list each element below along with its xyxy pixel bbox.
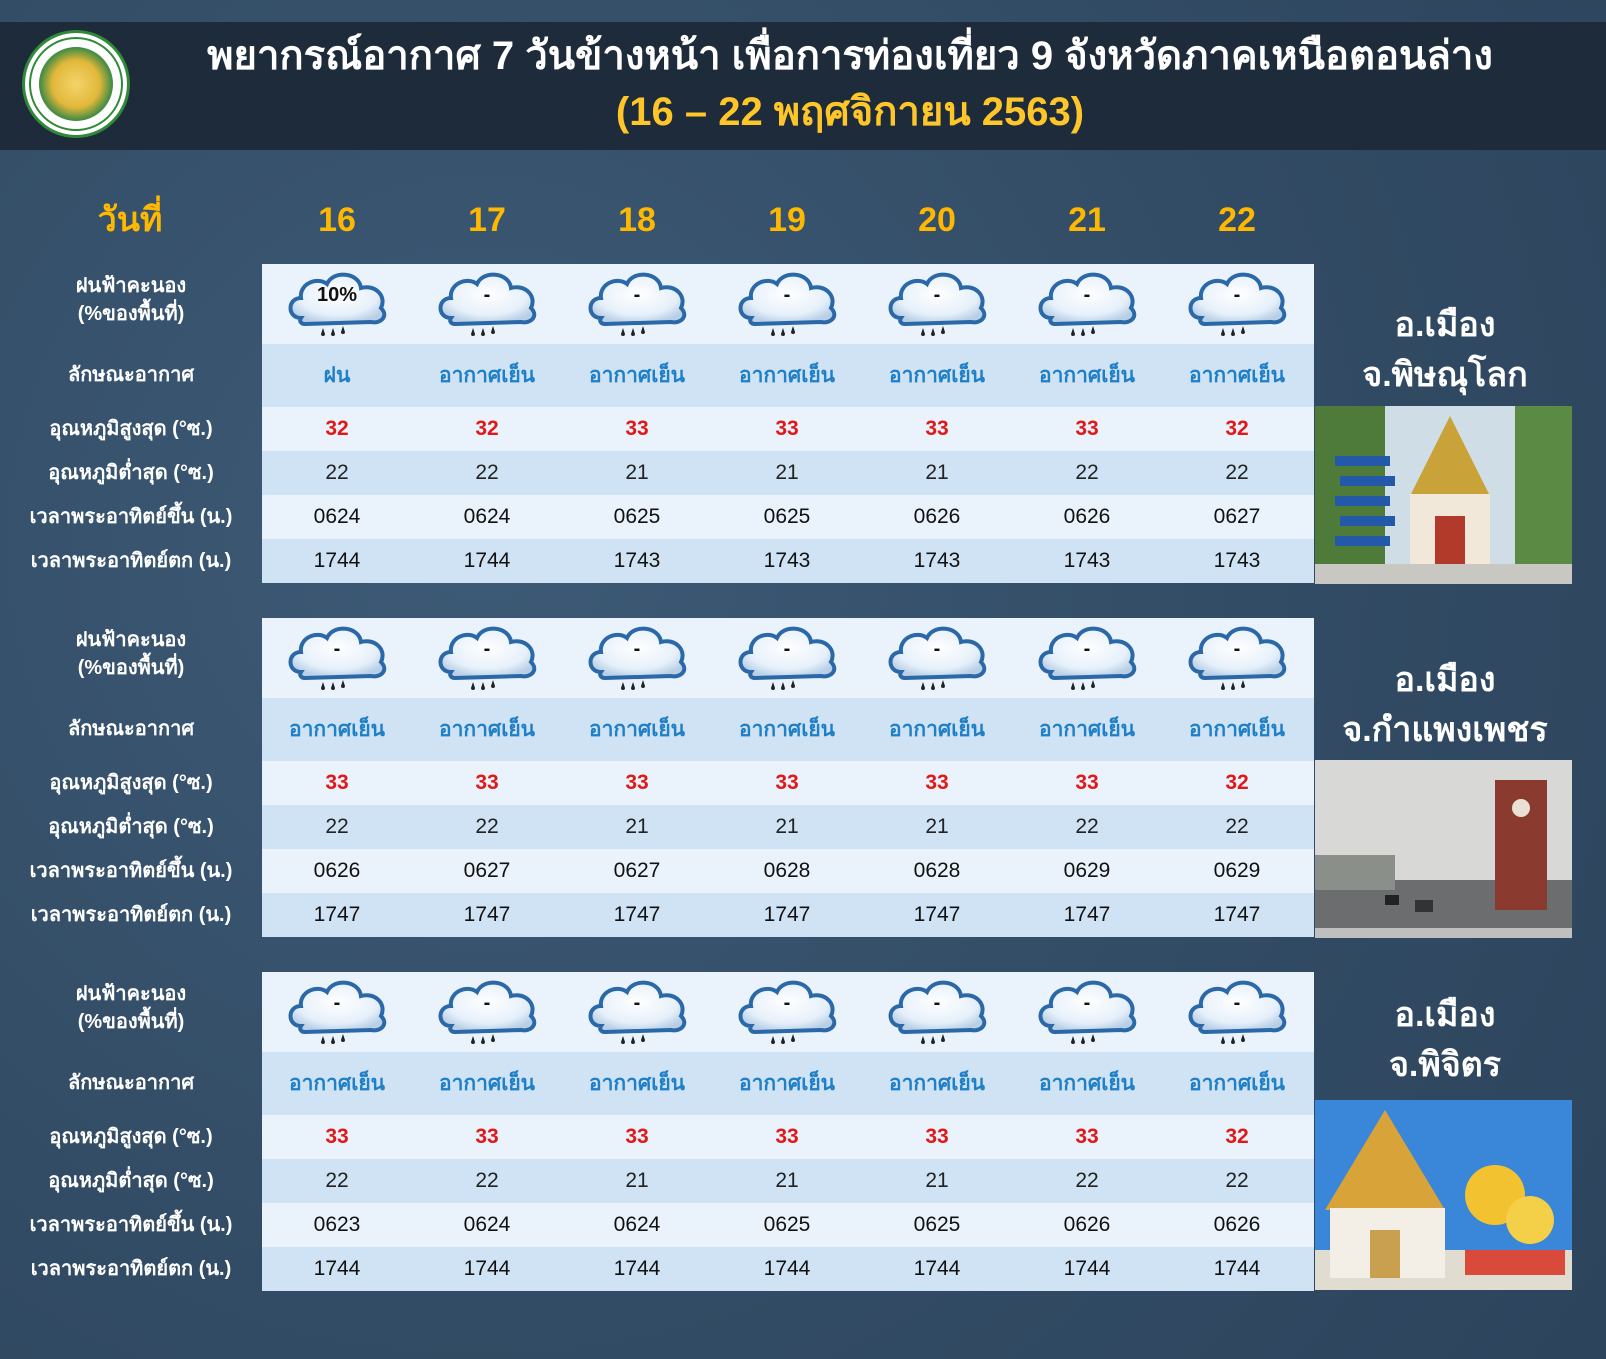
- tmin-cell: 22: [1225, 1169, 1249, 1192]
- sunrise-row-label: เวลาพระอาทิตย์ขึ้น (น.): [29, 860, 233, 882]
- rain-percent: -: [933, 992, 941, 1014]
- condition-cell: อากาศเย็น: [888, 718, 986, 741]
- rain-percent: -: [1083, 284, 1091, 306]
- sunrise-cell: 0626: [1063, 1213, 1111, 1236]
- tmin-row-label: อุณหภูมิต่ำสุด (°ซ.): [48, 462, 214, 484]
- rain-percent: -: [1233, 992, 1241, 1014]
- tmin-cell: 22: [1075, 815, 1099, 838]
- tmin-cell: 22: [475, 815, 499, 838]
- rain-percent: -: [933, 284, 941, 306]
- tmin-cell: 21: [625, 1169, 649, 1192]
- rain-percent: -: [483, 992, 491, 1014]
- sunset-cell: 1744: [913, 1257, 961, 1280]
- sunset-cell: 1744: [1063, 1257, 1111, 1280]
- condition-cell: อากาศเย็น: [288, 1072, 386, 1095]
- page-subtitle: (16 – 22 พฤศจิกายน 2563): [615, 90, 1085, 134]
- tmax-cell: 32: [1225, 1125, 1249, 1148]
- sunset-cell: 1747: [613, 903, 661, 926]
- tmax-cell: 33: [625, 417, 649, 440]
- tmin-cell: 21: [925, 1169, 949, 1192]
- sunset-row-label: เวลาพระอาทิตย์ตก (น.): [30, 550, 232, 572]
- province-label: จ.กำแพงเพชร: [1342, 711, 1548, 749]
- condition-cell: อากาศเย็น: [438, 364, 536, 387]
- sunrise-cell: 0625: [763, 505, 811, 528]
- rain-percent: -: [1083, 992, 1091, 1014]
- rain-percent: 10%: [316, 284, 358, 306]
- day-header: 21: [1068, 201, 1106, 239]
- sunset-row-label: เวลาพระอาทิตย์ตก (น.): [30, 1258, 232, 1280]
- condition-cell: อากาศเย็น: [438, 718, 536, 741]
- condition-cell: อากาศเย็น: [738, 718, 836, 741]
- sunrise-cell: 0626: [1063, 505, 1111, 528]
- condition-cell: อากาศเย็น: [1038, 364, 1136, 387]
- tmax-cell: 32: [1225, 417, 1249, 440]
- tmax-cell: 33: [475, 771, 499, 794]
- rain-row-label: ฝนฟ้าคะนอง: [75, 629, 187, 651]
- sunset-cell: 1743: [763, 549, 811, 572]
- rain-percent: -: [783, 638, 791, 660]
- sunset-cell: 1743: [913, 549, 961, 572]
- condition-cell: อากาศเย็น: [888, 364, 986, 387]
- condition-row-label: ลักษณะอากาศ: [67, 718, 195, 740]
- sunrise-cell: 0625: [913, 1213, 961, 1236]
- district-label: อ.เมือง: [1394, 996, 1496, 1034]
- rain-percent: -: [483, 284, 491, 306]
- sunset-cell: 1744: [463, 549, 511, 572]
- tmin-cell: 21: [625, 461, 649, 484]
- rain-percent: -: [1233, 638, 1241, 660]
- tmax-cell: 33: [1075, 1125, 1099, 1148]
- tmax-cell: 33: [775, 1125, 799, 1148]
- sunset-cell: 1743: [613, 549, 661, 572]
- tmax-cell: 33: [625, 771, 649, 794]
- condition-cell: อากาศเย็น: [588, 1072, 686, 1095]
- tmin-cell: 21: [625, 815, 649, 838]
- condition-cell: ฝน: [323, 364, 351, 387]
- sunrise-cell: 0628: [913, 859, 961, 882]
- sunset-row-label: เวลาพระอาทิตย์ตก (น.): [30, 904, 232, 926]
- sunrise-row-label: เวลาพระอาทิตย์ขึ้น (น.): [29, 506, 233, 528]
- sunrise-cell: 0626: [913, 505, 961, 528]
- sunrise-cell: 0625: [763, 1213, 811, 1236]
- tmax-row-label: อุณหภูมิสูงสุด (°ซ.): [49, 418, 213, 440]
- day-header: 19: [768, 201, 806, 239]
- landmark-photo: [1315, 760, 1572, 938]
- tmin-row-label: อุณหภูมิต่ำสุด (°ซ.): [48, 816, 214, 838]
- condition-cell: อากาศเย็น: [438, 1072, 536, 1095]
- condition-cell: อากาศเย็น: [1038, 718, 1136, 741]
- tmin-cell: 22: [1225, 461, 1249, 484]
- sunrise-cell: 0627: [1213, 505, 1261, 528]
- sunrise-cell: 0628: [763, 859, 811, 882]
- tmin-cell: 22: [325, 1169, 349, 1192]
- tmin-cell: 22: [325, 815, 349, 838]
- tmax-cell: 33: [625, 1125, 649, 1148]
- day-header-label: วันที่: [97, 201, 163, 239]
- rain-row-sublabel: (%ของพื้นที่): [77, 1011, 185, 1033]
- condition-row-label: ลักษณะอากาศ: [67, 1072, 195, 1094]
- sunset-cell: 1744: [763, 1257, 811, 1280]
- province-label: จ.พิจิตร: [1388, 1046, 1502, 1084]
- day-header: 17: [468, 201, 506, 239]
- sunrise-cell: 0624: [463, 505, 511, 528]
- tmax-cell: 33: [925, 771, 949, 794]
- sunrise-cell: 0624: [313, 505, 361, 528]
- sunrise-cell: 0624: [463, 1213, 511, 1236]
- condition-cell: อากาศเย็น: [1188, 1072, 1286, 1095]
- tmax-cell: 33: [775, 417, 799, 440]
- province-label: จ.พิษณุโลก: [1362, 356, 1528, 394]
- condition-cell: อากาศเย็น: [1188, 364, 1286, 387]
- rain-row-sublabel: (%ของพื้นที่): [77, 657, 185, 679]
- sunset-cell: 1747: [1063, 903, 1111, 926]
- sunset-cell: 1747: [913, 903, 961, 926]
- sunset-cell: 1744: [463, 1257, 511, 1280]
- tmax-row-label: อุณหภูมิสูงสุด (°ซ.): [49, 1126, 213, 1148]
- tmax-cell: 33: [475, 1125, 499, 1148]
- rain-percent: -: [783, 284, 791, 306]
- sunset-cell: 1744: [613, 1257, 661, 1280]
- tmin-cell: 21: [775, 815, 799, 838]
- rain-percent: -: [633, 284, 641, 306]
- landmark-photo: [1315, 406, 1572, 584]
- tmin-cell: 22: [1075, 1169, 1099, 1192]
- day-header: 20: [918, 201, 956, 239]
- tmd-logo: [22, 30, 130, 138]
- tmax-cell: 33: [1075, 417, 1099, 440]
- sunrise-cell: 0629: [1063, 859, 1111, 882]
- condition-cell: อากาศเย็น: [738, 364, 836, 387]
- sunrise-cell: 0626: [1213, 1213, 1261, 1236]
- tmin-cell: 22: [475, 461, 499, 484]
- condition-cell: อากาศเย็น: [1038, 1072, 1136, 1095]
- day-header: 18: [618, 201, 656, 239]
- sunset-cell: 1747: [313, 903, 361, 926]
- tmin-cell: 21: [925, 815, 949, 838]
- tmin-cell: 21: [925, 461, 949, 484]
- condition-cell: อากาศเย็น: [738, 1072, 836, 1095]
- rain-row-label: ฝนฟ้าคะนอง: [75, 983, 187, 1005]
- sunrise-cell: 0625: [613, 505, 661, 528]
- condition-cell: อากาศเย็น: [1188, 718, 1286, 741]
- tmin-cell: 21: [775, 461, 799, 484]
- rain-percent: -: [633, 638, 641, 660]
- condition-cell: อากาศเย็น: [588, 718, 686, 741]
- tmax-cell: 33: [325, 1125, 349, 1148]
- tmin-row-label: อุณหภูมิต่ำสุด (°ซ.): [48, 1170, 214, 1192]
- tmax-cell: 33: [325, 771, 349, 794]
- rain-percent: -: [633, 992, 641, 1014]
- condition-row-label: ลักษณะอากาศ: [67, 364, 195, 386]
- sunset-cell: 1744: [313, 549, 361, 572]
- tmax-cell: 33: [925, 1125, 949, 1148]
- tmax-cell: 33: [925, 417, 949, 440]
- sunset-cell: 1743: [1213, 549, 1261, 572]
- sunrise-cell: 0627: [463, 859, 511, 882]
- sunrise-cell: 0629: [1213, 859, 1261, 882]
- sunrise-cell: 0626: [313, 859, 361, 882]
- sunrise-cell: 0627: [613, 859, 661, 882]
- condition-cell: อากาศเย็น: [588, 364, 686, 387]
- condition-cell: อากาศเย็น: [288, 718, 386, 741]
- tmin-cell: 22: [1225, 815, 1249, 838]
- tmin-cell: 22: [325, 461, 349, 484]
- tmin-cell: 22: [475, 1169, 499, 1192]
- rain-percent: -: [1233, 284, 1241, 306]
- tmax-cell: 33: [775, 771, 799, 794]
- district-label: อ.เมือง: [1394, 661, 1496, 699]
- logo-emblem-icon: [39, 47, 113, 121]
- rain-percent: -: [483, 638, 491, 660]
- sunrise-row-label: เวลาพระอาทิตย์ขึ้น (น.): [29, 1214, 233, 1236]
- tmax-cell: 32: [475, 417, 499, 440]
- tmin-cell: 22: [1075, 461, 1099, 484]
- landmark-photo: [1315, 1100, 1572, 1290]
- sunrise-cell: 0623: [313, 1213, 361, 1236]
- condition-cell: อากาศเย็น: [888, 1072, 986, 1095]
- district-label: อ.เมือง: [1394, 306, 1496, 344]
- tmax-cell: 32: [1225, 771, 1249, 794]
- sunset-cell: 1744: [1213, 1257, 1261, 1280]
- sunset-cell: 1744: [313, 1257, 361, 1280]
- rain-percent: -: [933, 638, 941, 660]
- rain-percent: -: [333, 638, 341, 660]
- tmax-cell: 33: [1075, 771, 1099, 794]
- day-header: 22: [1218, 201, 1256, 239]
- sunset-cell: 1743: [1063, 549, 1111, 572]
- rain-percent: -: [783, 992, 791, 1014]
- sunset-cell: 1747: [1213, 903, 1261, 926]
- day-header: 16: [318, 201, 356, 239]
- tmax-cell: 32: [325, 417, 349, 440]
- sunrise-cell: 0624: [613, 1213, 661, 1236]
- tmin-cell: 21: [775, 1169, 799, 1192]
- sunset-cell: 1747: [763, 903, 811, 926]
- sunset-cell: 1747: [463, 903, 511, 926]
- tmax-row-label: อุณหภูมิสูงสุด (°ซ.): [49, 772, 213, 794]
- rain-percent: -: [1083, 638, 1091, 660]
- rain-percent: -: [333, 992, 341, 1014]
- rain-row-label: ฝนฟ้าคะนอง: [75, 275, 187, 297]
- rain-row-sublabel: (%ของพื้นที่): [77, 303, 185, 325]
- page-title: พยากรณ์อากาศ 7 วันข้างหน้า เพื่อการท่องเที่ยว 9 จังหวัดภาคเหนือตอนล่าง: [207, 34, 1493, 78]
